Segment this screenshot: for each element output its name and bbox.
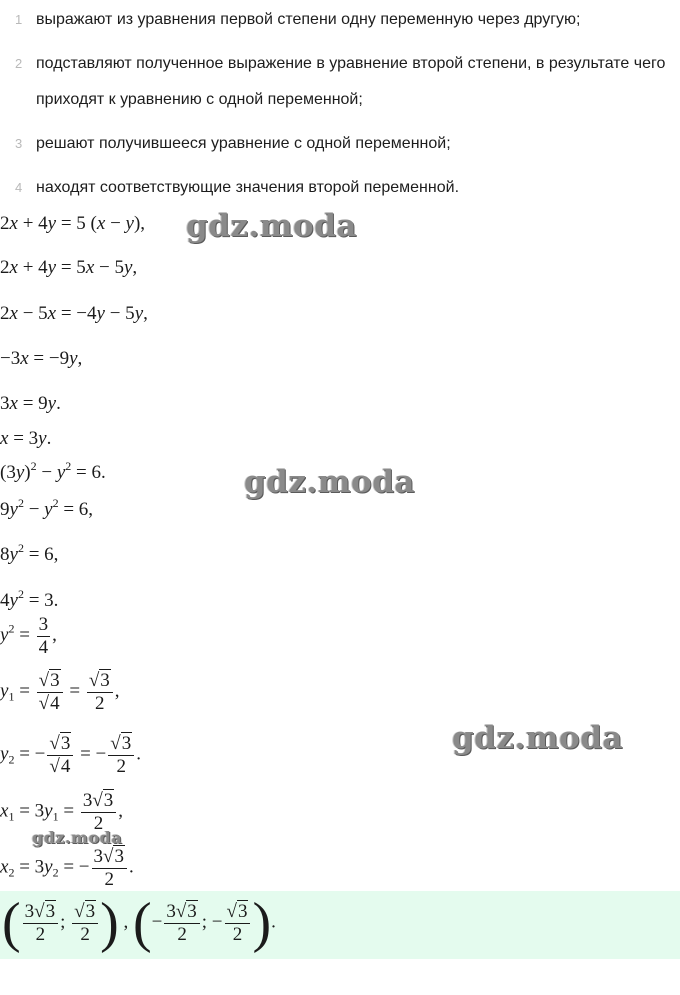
equation-line: $4y^2 = 3$.: [0, 587, 59, 611]
equation-line: 2x + 4y = 5x − 5y,: [0, 257, 138, 278]
equation-line: $y_2$ = − $\frac{√3}{√4}$ = − $\frac{√3}{2}$ .: [0, 733, 141, 777]
step-number: 3: [15, 136, 23, 151]
step-text: находят соответствующие значения второй переменной.: [36, 179, 460, 196]
step-number: 4: [15, 180, 23, 195]
equation-line: $y^2$ = $\frac{3}{4}$ ,: [0, 614, 57, 658]
equation-line: $y_1$ = $\frac{√3}{√4}$ = $\frac{√3}{2}$ ,: [0, 670, 120, 714]
equation-line: $x_1 = 3y_1$ = $\frac{3√3}{2}$ ,: [0, 790, 123, 834]
step-number: 1: [15, 12, 23, 27]
step-text: подставляют полученное выражение в уравнение второй степени, в результате чего приходят к уравнению с одной переменной;: [36, 55, 666, 108]
watermark: gdz.moda: [452, 720, 623, 756]
equation-line: x = 3y.: [0, 428, 52, 449]
watermark: gdz.moda: [244, 464, 415, 500]
equation-line: 2x − 5x = −4y − 5y,: [0, 303, 148, 324]
equation-line: $x_2 = 3y_2$ = − $\frac{3√3}{2}$ .: [0, 846, 134, 890]
step-number: 2: [15, 56, 23, 71]
watermark: gdz.moda: [32, 828, 123, 847]
equation-line: $8y^2 = 6$,: [0, 541, 59, 565]
equation-line: 3x = 9y.: [0, 393, 61, 414]
answer-expression: ( $\frac{3√3}{2}$ ; $\frac{√3}{2}$ ) , (− $\frac{3√3}{2}$ ; − $\frac{√3}{2}$ ).: [2, 892, 276, 954]
watermark: gdz.moda: [186, 208, 357, 244]
equation-line: −3x = −9y,: [0, 348, 83, 369]
equation-line: 2x + 4y = 5 (x − y),: [0, 213, 146, 234]
equation-line: $(3y)^2 - y^2 = 6$.: [0, 459, 106, 483]
step-text: выражают из уравнения первой степени одну переменную через другую;: [36, 11, 581, 28]
equation-line: $9y^2 - y^2 = 6$,: [0, 496, 94, 520]
answer-box: [0, 891, 680, 959]
step-text: решают получившееся уравнение с одной переменной;: [36, 135, 451, 152]
